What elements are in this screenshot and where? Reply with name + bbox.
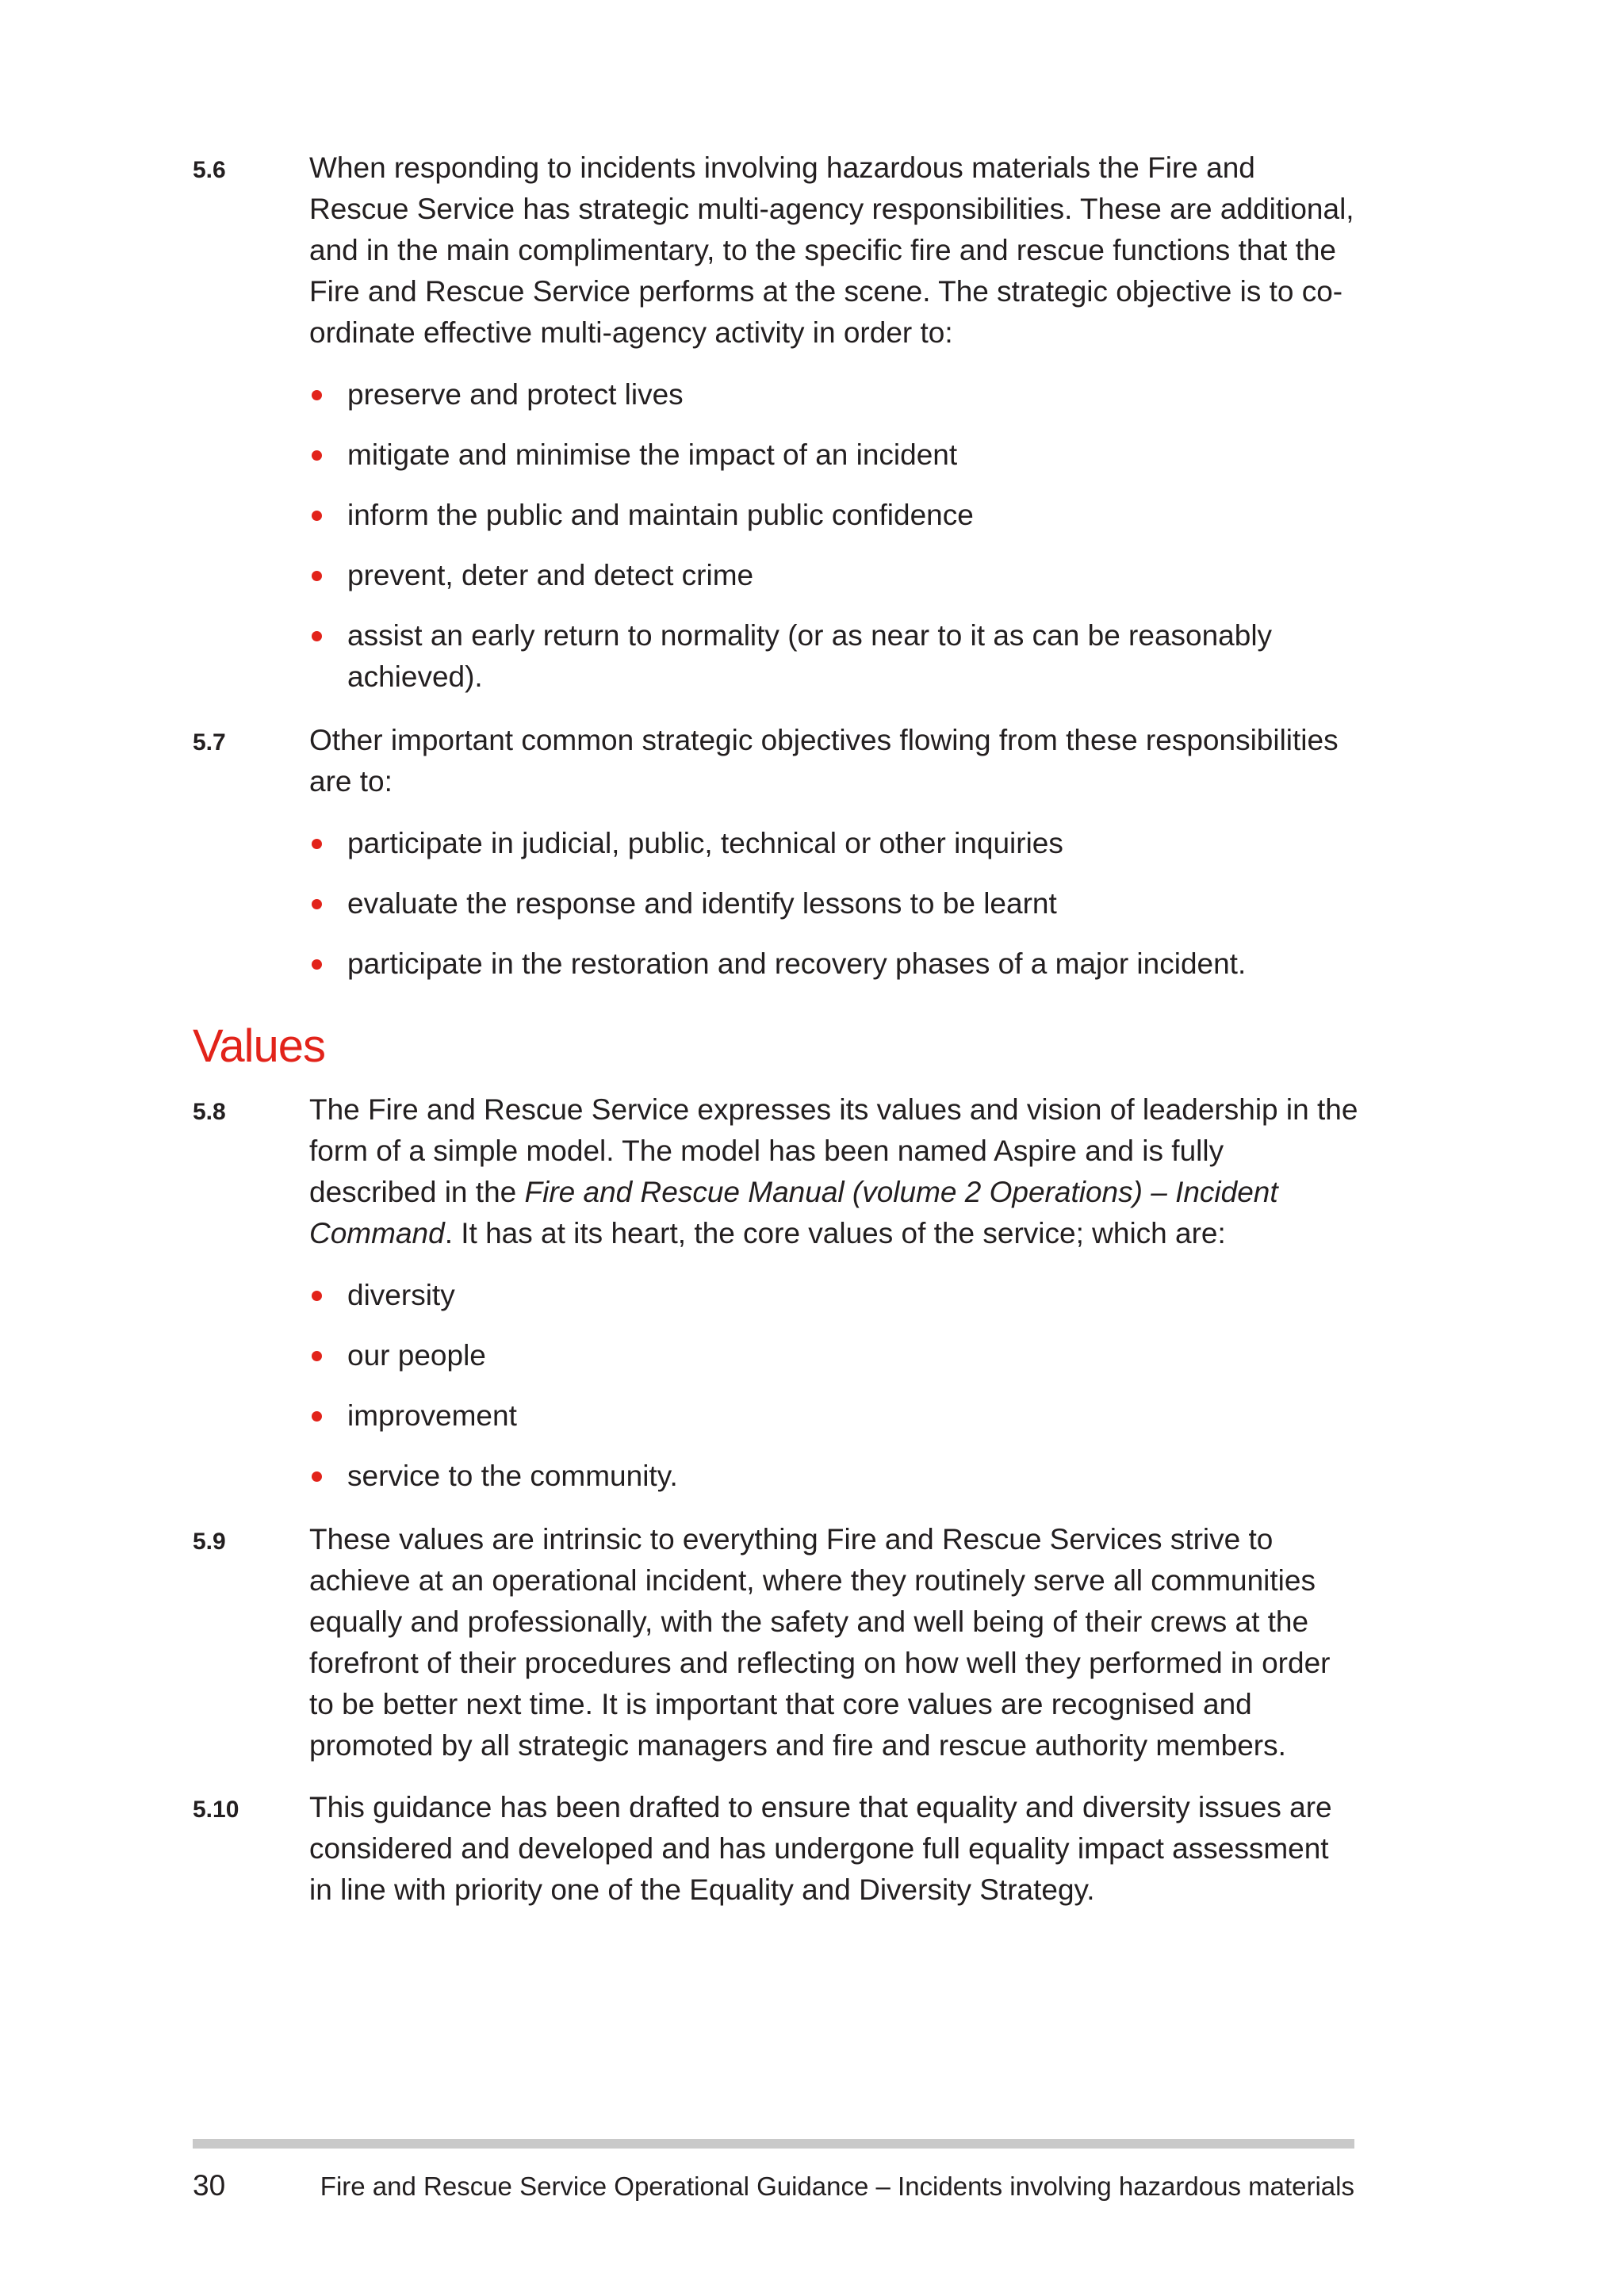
- page-footer: [193, 2169, 1354, 2202]
- paragraph-number: 5.9: [193, 1529, 226, 1555]
- footer-rule: [193, 2139, 1354, 2149]
- paragraph-text-part: . It has at its heart, the core values of the service; which are:: [444, 1217, 1226, 1249]
- paragraph-text-part: The Fire and Rescue Service expresses its values and vision of leadership in the form of a simple model. The model has been named Aspire and is fully described in the: [309, 1093, 1358, 1208]
- footer-title: Fire and Rescue Service Operational Guidance – Incidents involving hazardous materials: [320, 2172, 1354, 2201]
- paragraph-5-7: [193, 720, 1358, 802]
- list-item: diversity: [309, 1275, 1358, 1316]
- paragraph-text: When responding to incidents involving hazardous materials the Fire and Rescue Service has strategic multi-agency responsibilities. These are additional, and in the main complimentary, to the specific fire and rescue functions that the Fire and Rescue Service performs at the scene. The strategic objective is to co-ordinate effective multi-agency activity in order to:: [309, 151, 1354, 349]
- bullet-list-5-8: [309, 1275, 1358, 1497]
- paragraph-5-10: [193, 1787, 1358, 1911]
- bullet-list-5-7: [309, 823, 1358, 985]
- paragraph-5-6: [193, 147, 1358, 354]
- paragraph-number: 5.8: [193, 1099, 226, 1125]
- list-item: service to the community.: [309, 1456, 1358, 1497]
- paragraph-5-8: [193, 1089, 1358, 1254]
- list-item: prevent, deter and detect crime: [309, 555, 1358, 596]
- list-item: participate in judicial, public, technical or other inquiries: [309, 823, 1358, 864]
- bullet-list-5-6: [309, 374, 1358, 698]
- list-item: improvement: [309, 1395, 1358, 1437]
- page-number: 30: [193, 2169, 226, 2202]
- paragraph-text: These values are intrinsic to everything Fire and Rescue Services strive to achieve at an operational incident, where they routinely serve all communities equally and professionally, with the safety and well being of their crews at the forefront of their procedures and reflecting on how well they performed in order to be better next time. It is important that core values are recognised and promoted by all strategic managers and fire and rescue authority members.: [309, 1523, 1331, 1762]
- paragraph-text: This guidance has been drafted to ensure that equality and diversity issues are considered and developed and has undergone full equality impact assessment in line with priority one of the Equality and Diversity Strategy.: [309, 1791, 1332, 1906]
- paragraph-number: 5.7: [193, 729, 226, 756]
- paragraph-number: 5.10: [193, 1797, 239, 1823]
- paragraph-5-9: [193, 1519, 1358, 1766]
- list-item: inform the public and maintain public confidence: [309, 495, 1358, 536]
- section-heading-values: Values: [193, 1020, 326, 1072]
- manual-reference: Fire and Rescue Manual (volume 2 Operations) – Incident Command: [309, 1176, 1278, 1249]
- list-item: participate in the restoration and recovery phases of a major incident.: [309, 943, 1358, 985]
- page-content: [193, 147, 1358, 1931]
- paragraph-number: 5.6: [193, 157, 226, 183]
- list-item: our people: [309, 1335, 1358, 1376]
- paragraph-text: [309, 1089, 1358, 1254]
- list-item: evaluate the response and identify lessons to be learnt: [309, 883, 1358, 924]
- paragraph-text: Other important common strategic objectives flowing from these responsibilities are to:: [309, 724, 1339, 798]
- list-item: preserve and protect lives: [309, 374, 1358, 415]
- list-item: assist an early return to normality (or as near to it as can be reasonably achieved).: [309, 615, 1358, 698]
- list-item: mitigate and minimise the impact of an incident: [309, 434, 1358, 476]
